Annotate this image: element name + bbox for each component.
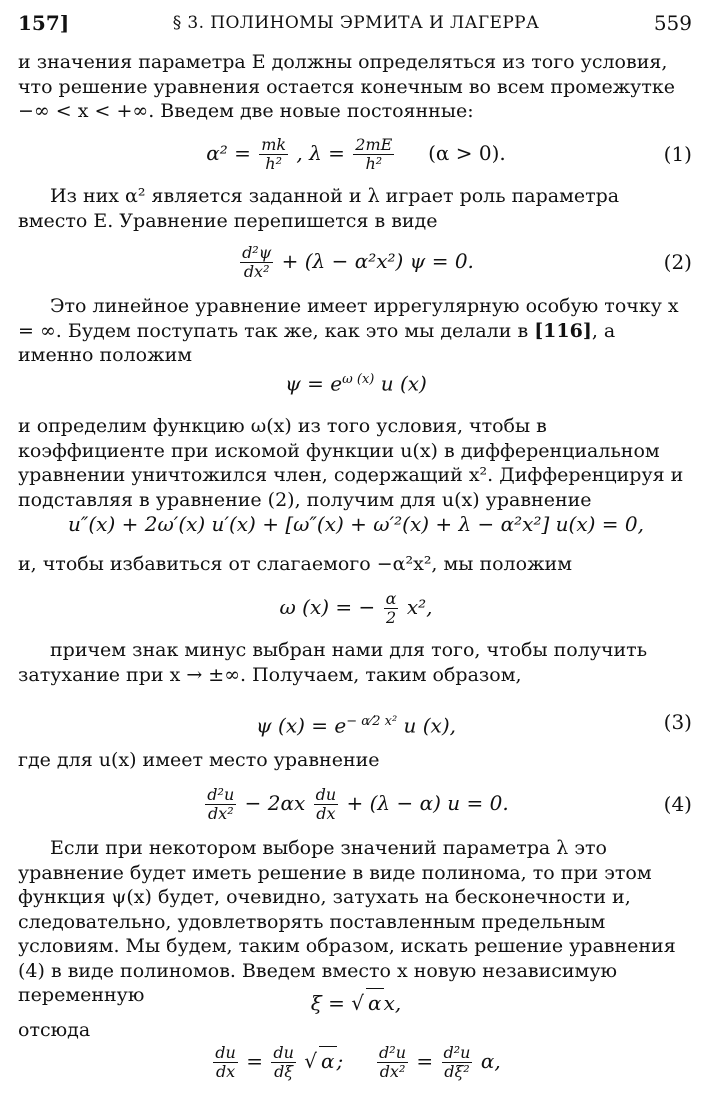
paragraph-4: и определим функцию ω(x) из того условия, чтобы в коэффициенте при искомой функции u(x) в дифференциальном уравнении уничтожился член, содержащий x². Дифференцируя и подставляя в уравнение (2), получим для u(x) уравнение [18,415,684,511]
paragraph-9: отсюда [18,1019,91,1041]
section-number: 157] [18,11,70,35]
omega-fraction: $\frac{\alpha}{2}$ [385,589,397,627]
eq4-fraction-1: $\frac{\text{d²u}}{\text{dx²}}$ [207,785,235,823]
eq1-condition: (α > 0). [428,141,506,165]
eq2-fraction: $\frac{\text{d²ψ}}{\text{dx²}}$ [242,243,272,281]
eq3-exponent: − α⁄2 x² [346,714,398,729]
paragraph-5: и, чтобы избавиться от слагаемого −α²x², мы положим [18,553,572,575]
reference-link: [116] [534,319,592,342]
paragraph-3: Это линейное уравнение имеет иррегулярную особую точку x = ∞. Будем поступать так же, как это мы делали в [116], а именно положим [18,295,679,366]
equation-1 [0,136,712,173]
equation-number-3: (3) [663,710,692,734]
paragraph-1: и значения параметра E должны определяться из того условия, что решение уравнения остается конечным во всем промежутке −∞ < x < +∞. Введем две новые постоянные: [18,51,675,122]
equation-psi: $\psi = e^{\omega (x)}$ u (x) [285,371,427,396]
equation-2 [0,244,712,281]
paragraph-7: где для u(x) имеет место уравнение [18,749,380,771]
eq1-fraction-2: $\frac{2mE}{\text{h²}}$ [355,135,393,173]
equation-omega: ω (x) = − $\frac{\alpha}{2}$ x², [279,589,433,627]
eq1-middle: , λ = [296,141,345,165]
paragraph-6: причем знак минус выбран нами для того, чтобы получить затухание при x → ±∞. Получаем, таким образом, [18,639,648,686]
eq4-fraction-2: $\frac{du}{dx}$ [315,785,337,823]
equation-number-4: (4) [663,792,692,816]
equation-number-2: (2) [663,250,692,274]
eq1-lhs: α² = [206,141,251,165]
equation-4: $\frac{\text{d²u}}{\text{dx²}}$ − 2αx $\frac{du}{dx}$ + (λ − α) u = 0. [207,785,509,823]
eq2-rest: + (λ − α²x²) ψ = 0. [281,249,474,273]
paragraph-8: Если при некотором выборе значений параметра λ это уравнение будет иметь решение в виде полинома, то при этом функция ψ(x) будет, очевидно, затухать на бесконечности и, следовательно, удовлетворять поставленным предельным условиям. Мы будем, таким образом, искать решение уравнения (4) в виде полиномов. Введем вместо x новую независимую переменную [18,837,676,1006]
page-number: 559 [653,11,692,35]
paragraph-2: Из них α² является заданной и λ играет роль параметра вместо E. Уравнение перепишется в виде [18,185,620,232]
eq1-fraction-1: $\frac{mk}{\text{h²}}$ [261,135,287,173]
equation-u: u″(x) + 2ω′(x) u′(x) + [ω″(x) + ω′²(x) + λ − α²x²] u(x) = 0, [68,512,644,536]
running-header-title: § 3. ПОЛИНОМЫ ЭРМИТА И ЛАГЕРРА [172,13,540,33]
exponent: ω (x) [342,372,375,387]
equation-number-1: (1) [663,142,692,166]
equation-derivatives: $\frac{du}{dx}$ = $\frac{du}{d\xi}$ √ α ; $\frac{\text{d²u}}{\text{dx²}}$ = $\frac{\text{d²u}}{\text{dξ²}}$ α, [215,1043,501,1081]
equation-xi: ξ = √ α x, [0,988,712,1017]
equation-3: ψ $(x) = e^{- \alpha⁄2 x^2}$ u (x), [256,713,456,738]
sqrt-alpha: α [366,988,384,1017]
